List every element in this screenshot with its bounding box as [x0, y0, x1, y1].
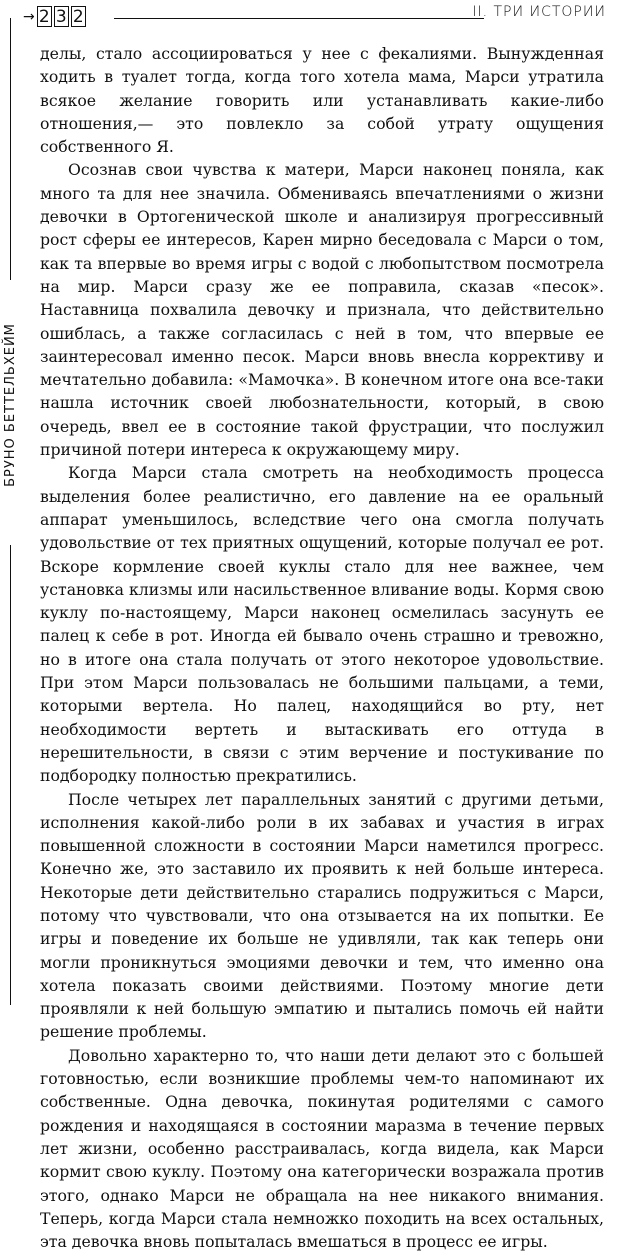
header-rule: [114, 18, 484, 19]
author-running-head: БРУНО БЕТТЕЛЬХЕЙМ: [3, 323, 18, 487]
arrow-right-icon: →: [23, 8, 35, 25]
page-header: [0, 0, 620, 40]
side-rule-bottom: [10, 545, 11, 1005]
side-rule-top: [10, 18, 11, 280]
page-number-digit: 2: [71, 6, 86, 27]
section-title: II. ТРИ ИСТОРИИ: [472, 4, 606, 20]
page-number-digit: 2: [37, 6, 52, 27]
page-number: [23, 6, 88, 27]
paragraph: После четырех лет параллельных занятий с другими детьми, исполнения какой-либо роли в их забавах и участия в играх повышенной сложности в состоянии Марси наметился прогресс. Конечно же, это заставило их проявить к ней больше интереса. Некоторые дети действительно старались подружиться с Марси, потому что чувствовали, что она отзывается на их попытки. Ее игры и поведение их больше не удивляли, так как теперь они могли проникнуться эмоциями девочки и тем, что именно она хотела показать своими действиями. Поэтому многие дети проявляли к ней большую эмпатию и пытались помочь ей найти решение проблемы.: [40, 789, 604, 1042]
paragraph: делы, стало ассоциироваться у нее с фекалиями. Вынужденная ходить в туалет тогда, когда того хотела мама, Марси утратила всякое желание говорить или устанавливать какие-либо отношения,— это повлекло за собой утрату ощущения собственного Я.: [40, 44, 604, 157]
paragraph: Когда Марси стала смотреть на необходимость процесса выделения более реалистично, его давление на ее оральный аппарат уменьшилось, вследствие чего она смогла получать удовольствие от тех приятных ощущений, которые получал ее рот. Вскоре кормление своей куклы стало для нее важнее, чем установка клизмы или насильственное вливание воды. Кормя свою куклу по-настоящему, Марси наконец осмелилась засунуть ее палец к себе в рот. Иногда ей бывало очень страшно и тревожно, но в итоге она стала получать от этого некоторое удовольствие. При этом Марси пользовалась не большими пальцами, а теми, которыми вертела. Но палец, находящийся во рту, нет необходимости вертеть и вытаскивать его оттуда в нерешительности, в связи с этим верчение и постукивание по подбородку полностью прекратились.: [40, 463, 604, 786]
paragraph: Довольно характерно то, что наши дети делают это с большей готовностью, если возникшие проблемы чем-то напоминают их собственные. Одна девочка, покинутая родителями с самого рождения и находящаяся в состоянии маразма в течение первых лет жизни, особенно расстраивалась, когда видела, как Марси кормит свою куклу. Поэтому она категорически возражала против этого, однако Марси не обращала на нее никакого внимания. Теперь, когда Марси стала немножко походить на всех остальных, эта девочка вновь попыталась вмешаться в процесс ее игры.: [40, 1045, 604, 1252]
paragraph: Осознав свои чувства к матери, Марси наконец поняла, как много та для нее значила. Обмениваясь впечатлениями о жизни девочки в Ортогенической школе и анализируя прогрессивный рост сферы ее интересов, Карен мирно беседовала с Марси о том, как та впервые во время игры с водой с любопытством посмотрела на мир. Марси сразу же ее поправила, сказав «песок». Наставница похвалила девочку и признала, что действительно ошиблась, а также согласилась с ней в том, что впервые ее заинтересовал именно песок. Марси вновь внесла коррективу и мечтательно добавила: «Мамочка». В конечном итоге она все-таки нашла источник своей любознательности, который, в свою очередь, ввел ее в состояние такой фрустрации, что послужил причиной потери интереса к окружающему миру.: [40, 160, 604, 460]
page-number-digit: 3: [54, 6, 69, 27]
body-text: [40, 42, 604, 1253]
